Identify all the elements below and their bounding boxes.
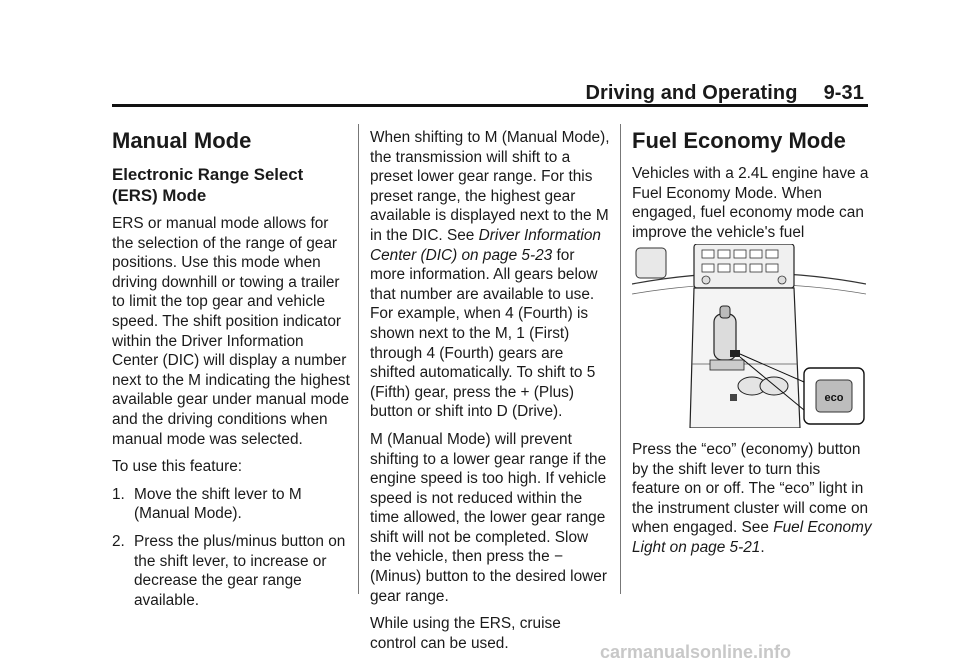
eco-button-paragraph [632, 440, 872, 558]
watermark: carmanualsonline.info [600, 642, 792, 662]
column-divider-2 [620, 124, 621, 594]
manual-mode-heading: Manual Mode [112, 128, 252, 153]
fuel-economy-intro: Vehicles with a 2.4L engine have a Fuel Economy Mode. When engaged, fuel economy mode can improve the vehicle's fuel [632, 165, 869, 241]
step-text: Press the plus/minus button on the shift lever, to increase or decrease the gear range available. [134, 532, 346, 609]
text-run: for more information. All gears below that number are available to use. For example, when 4 (Fourth) is shown next to the M, 1 (First) through 4 (Fourth) gears are shifted automatically. To shift to 5 (Fifth) gear, press the + (Plus) button or shift into D (Drive). [370, 246, 598, 421]
column-1 [112, 128, 352, 618]
header-rule [112, 104, 868, 107]
downshift-paragraph: M (Manual Mode) will prevent shifting to a lower gear range if the engine speed is too high. If vehicle speed is not reduced within the time allowed, the lower gear range shift will not be completed. Slow the vehicle, then press the − (Minus) button to the desired lower gear range. [370, 430, 607, 605]
dic-link[interactable]: Driver Information Center (DIC) on page 5-23 [370, 226, 601, 264]
running-header [585, 82, 864, 105]
eco-button-illustration [632, 244, 866, 428]
ers-subheading-line1: Electronic Range Select [112, 165, 304, 184]
ers-mode-subheading [112, 164, 352, 206]
fuel-economy-light-link[interactable]: Fuel Economy Light on page 5-21 [632, 519, 872, 556]
ers-description: ERS or manual mode allows for the selection of the range of gear positions. Use this mode when driving downhill or towing a trailer to limit the top gear and vehicle speed. The shift position indicator within the Driver Information Center (DIC) will display a number next to the M indicating the highest available gear under manual mode and the driving conditions when manual mode was selected. [112, 215, 350, 448]
column-divider-1 [358, 124, 359, 594]
step-text: Move the shift lever to M (Manual Mode). [134, 485, 302, 523]
step-1 [112, 485, 352, 524]
text-run: When shifting to M (Manual Mode), the transmission will shift to a preset lower gear range. For this preset range, the highest gear available is displayed next to the M in the DIC. See [370, 129, 610, 244]
column-2 [370, 128, 610, 661]
eco-button-label: eco [824, 392, 844, 404]
section-title: Driving and Operating [585, 82, 798, 104]
text-run: Press the “eco” (economy) button by the shift lever to turn this feature on or off. The “eco” light in the instrument cluster will come on when engaged. See [632, 441, 869, 537]
step-number: 2. [112, 532, 125, 550]
cruise-control-paragraph: While using the ERS, cruise control can be used. [370, 615, 561, 652]
step-number: 1. [112, 485, 125, 503]
fuel-economy-heading: Fuel Economy Mode [632, 128, 846, 153]
step-2 [112, 532, 352, 610]
feature-intro: To use this feature: [112, 458, 243, 476]
page-number: 9-31 [823, 82, 864, 104]
ers-subheading-line2: (ERS) Mode [112, 186, 207, 205]
text-run: . [760, 538, 765, 556]
manual-shift-paragraph [370, 128, 610, 422]
column-3-lower [632, 440, 872, 566]
